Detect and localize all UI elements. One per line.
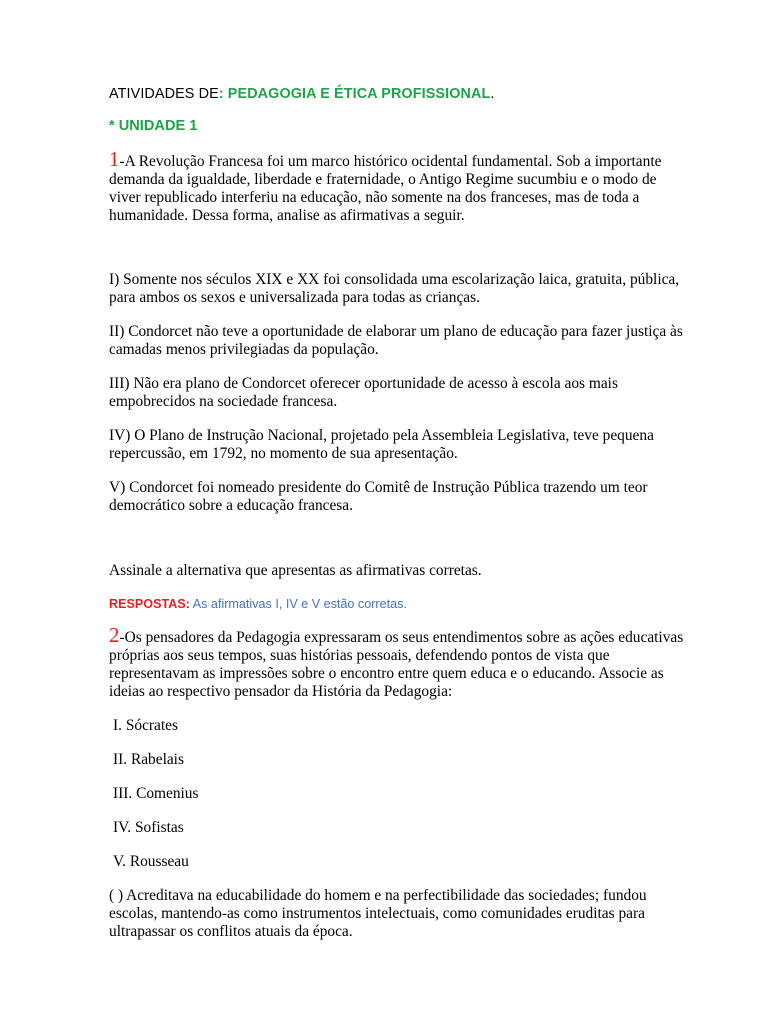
statement-5: V) Condorcet foi nomeado presidente do Comitê de Instrução Pública trazendo um teor democrático sobre a educação francesa. — [109, 479, 648, 514]
thinker-5: V. Rousseau — [113, 853, 189, 870]
question-2 — [109, 623, 684, 701]
page-title — [109, 84, 684, 104]
statement-4: IV) O Plano de Instrução Nacional, projetado pela Assembleia Legislativa, teve pequena repercussão, em 1792, no momento de sua apresentação. — [109, 427, 654, 462]
question-1-instruction: Assinale a alternativa que apresentas as afirmativas corretas. — [109, 562, 482, 579]
thinker-1: I. Sócrates — [113, 717, 178, 734]
answer-text: As afirmativas I, IV e V estão corretas. — [189, 597, 407, 611]
thinker-4: IV. Sofistas — [113, 819, 184, 836]
question-1 — [109, 147, 684, 225]
question-2-number: 2 — [109, 623, 120, 647]
answer-line — [109, 594, 684, 614]
association-item-1: ( ) Acreditava na educabilidade do homem e na perfectibilidade das sociedades; fundou escolas, mantendo-as como instrumentos intelectuais, como comunidades eruditas para ultrapassar os conflitos atuais da época. — [109, 887, 647, 940]
title-period: . — [490, 86, 495, 102]
question-1-text: -A Revolução Francesa foi um marco histórico ocidental fundamental. Sob a importante demanda da igualdade, liberdade e fraternidade, o Antigo Regime sucumbiu e o modo de viver republicado interferiu na educação, não somente na dos franceses, mas de toda a humanidade. Dessa forma, analise as afirmativas a seguir. — [109, 153, 662, 224]
unit-heading: * UNIDADE 1 — [109, 118, 198, 134]
statement-1: I) Somente nos séculos XIX e XX foi consolidada uma escolarização laica, gratuita, pública, para ambos os sexos e universalizada para todas as crianças. — [109, 271, 680, 306]
thinker-3: III. Comenius — [113, 785, 199, 802]
answer-label: RESPOSTAS: — [109, 597, 190, 611]
question-2-text: -Os pensadores da Pedagogia expressaram os seus entendimentos sobre as ações educativas próprias aos seus tempos, suas histórias pessoais, defendendo pontos de vista que representavam as impressões sobre o encontro entre quem educa e o educando. Associe as ideias ao respectivo pensador da História da Pedagogia: — [109, 629, 684, 700]
title-subject: PEDAGOGIA E ÉTICA PROFISSIONAL — [227, 86, 491, 102]
thinker-2: II. Rabelais — [113, 751, 184, 768]
title-colon: : — [218, 86, 228, 102]
question-1-number: 1 — [109, 147, 120, 171]
statement-3: III) Não era plano de Condorcet oferecer oportunidade de acesso à escola aos mais empobrecidos na sociedade francesa. — [109, 375, 618, 410]
statement-2: II) Condorcet não teve a oportunidade de elaborar um plano de educação para fazer justiça às camadas menos privilegiadas da população. — [109, 323, 683, 358]
title-prefix: ATIVIDADES DE — [109, 86, 219, 102]
